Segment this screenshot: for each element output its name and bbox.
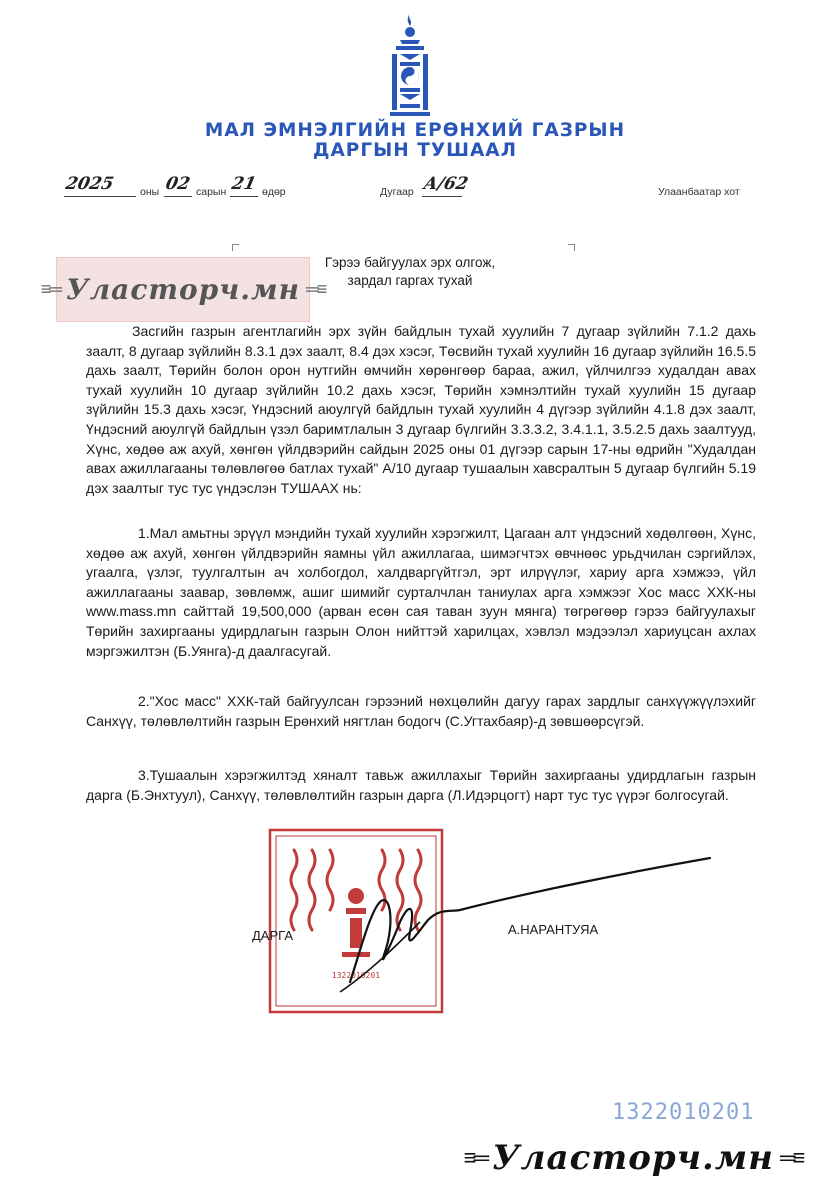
- order-item-3: 3.Тушаалын хэрэгжилтэд хяналт тавьж ажиллахыг Төрийн захиргааны удирдлагын газрын дарга (Б.Энхтуул), Санхүү, төлөвлөлтийн газрын дарга (Л.Идэрцогт) нарт тус тус үүрэг болгосугай.: [86, 767, 756, 803]
- watermark-logo: [40, 257, 326, 322]
- watermark-bottom-logo: [463, 1136, 803, 1180]
- subject-bracket-right: [568, 244, 575, 251]
- preamble-paragraph: Засгийн газрын агентлагийн эрх зүйн байдлын тухай хуулийн 7 дугаар зүйлийн 7.1.2 дахь заалт, 8 дугаар зүйлийн 8.3.1 дэх заалт, 8.4 дэх хэсэг, Төсвийн тухай хуулийн 16 дугаар зүйлийн 16.5.5 дахь заалт, Төрийн болон орон нутгийн өмчийн хөрөнгөөр бараа, ажил, үйлчилгээ худалдан авах тухай хуулийн 10 дугаар зүйлийн 10.2 дахь хэсэг, Төрийн хэмнэлтийн тухай хуулийн 15 дугаар зүйлийн 15.3 дахь хэсэг, Үндэсний аюулгүй байдлын тухай хуулийн 4 дүгээр зүйлийн 4.1.8 дэх заалт, Үндэсний аюулгүй байдлын үзэл баримтлалын 3 дугаар бүлгийн 3.3.3.2, 3.4.1.1, 3.5.2.5 дахь заалтууд, Хүнс, хөдөө аж ахуй, хөнгөн үйлдвэрийн сайдын 2025 оны 01 дүгээр сарын 17-ны өдрийн "Худалдан авах ажиллагааны төлөвлөгөө батлах тухай" А/10 дугаар тушаалын хавсралтын 5 дугаар бүлгийн 5.19 дэх заалтыг тус тус үндэслэн ТУШААХ нь:: [86, 323, 756, 496]
- year-label: оны: [140, 186, 160, 198]
- watermark-bottom-dash-right: ═≡: [779, 1145, 803, 1170]
- watermark-bottom-dash-left: ≡═: [463, 1145, 487, 1170]
- number-label: Дугаар: [380, 186, 414, 198]
- signatory-title: ДАРГА: [252, 928, 293, 943]
- org-title-line2: ДАРГЫН ТУШААЛ: [313, 140, 517, 161]
- year-value: 2025: [63, 174, 116, 194]
- watermark-bottom-text: Уласторч.мн: [492, 1138, 774, 1178]
- signatory-name: А.НАРАНТУЯА: [508, 922, 599, 937]
- subject-line1: Гэрээ байгуулах эрх олгож,: [324, 255, 496, 270]
- subject-line2: зардал гаргах тухай: [347, 273, 473, 288]
- stamp-serial: 1322010201: [331, 971, 381, 980]
- day-label: өдөр: [262, 186, 286, 198]
- org-title-line1: МАЛ ЭМНЭЛГИЙН ЕРӨНХИЙ ГАЗРЫН: [204, 120, 626, 141]
- registration-number: 1322010201: [612, 1100, 755, 1125]
- watermark-dash-left: ≡═: [40, 279, 60, 299]
- watermark-text: Уласторч.мн: [65, 273, 301, 306]
- order-item-2: 2."Хос масс" ХХК-тай байгуулсан гэрээний нөхцөлийн дагуу гарах зардлыг санхүүжүүлэхийг Санхүү, төлөвлөлтийн газрын Ерөнхий нягтлан бодогч (С.Угтахбаяр)-д зөвшөөрсүгэй.: [86, 693, 756, 729]
- day-value: 21: [229, 174, 258, 194]
- month-label: сарын: [196, 186, 227, 198]
- city-label: Улаанбаатар хот: [658, 186, 740, 198]
- soyombo-emblem-icon: [384, 10, 436, 118]
- order-item-1: 1.Мал амьтны эрүүл мэндийн тухай хуулийн хэрэгжилт, Цагаан алт үндэсний хөдөлгөөн, Хүнс, хөдөө аж ахуй, хөнгөн үйлдвэрийн яамны үйл ажиллагаа, шимэгчтэх өвчнөөс урьдчилан сэргийлэх, угаалга, үзлэг, туулгалтын ач холбогдол, халдваргүйтгэл, эрт илрүүлэг, хариу арга хэмжээ, үйл ажиллагааны заавар, зөвлөмж, ашиг шимийг сурталчлан таниулах арга хэмжээг Хос масс ХХК-ны www.mass.mn сайттай 19,500,000 (арван есөн сая таван зуун мянга) төгрөгөөр гэрээ байгуулахыг Төрийн захиргааны удирдлагын газрын Олон нийттэй харилцах, хэвлэл мэдээлэл хариуцсан ахлах мэргэжилтэн (Б.Уянга)-д даалгасугай.: [86, 525, 756, 659]
- subject-bracket-left: [232, 244, 239, 251]
- order-number: А/62: [421, 174, 470, 194]
- watermark-dash-right: ═≡: [306, 279, 326, 299]
- month-value: 02: [163, 174, 192, 194]
